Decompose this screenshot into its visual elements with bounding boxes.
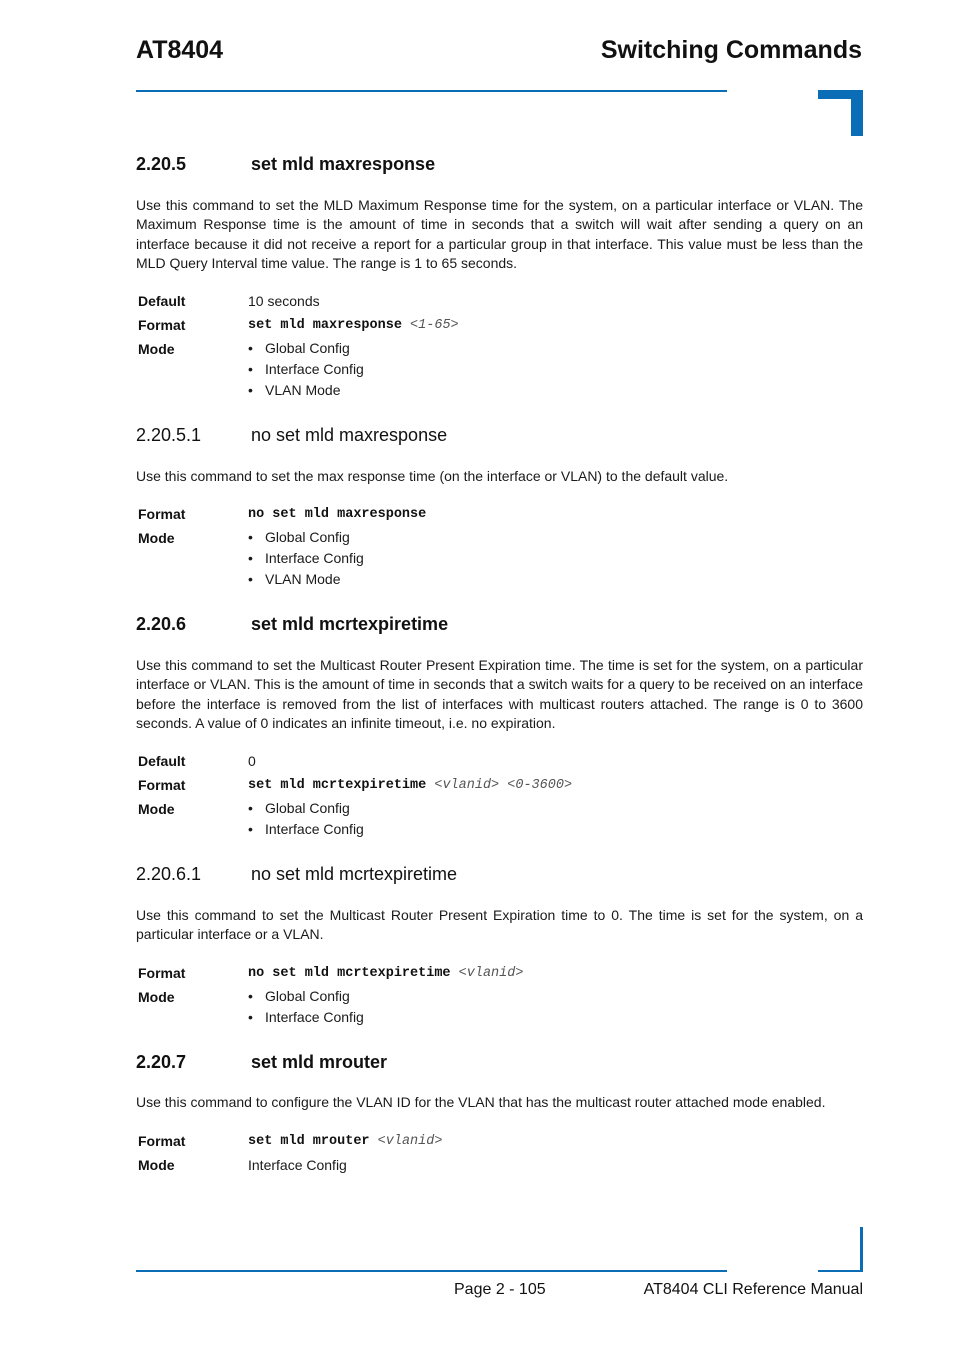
mode-label: Mode	[138, 341, 175, 357]
mode-list	[248, 527, 364, 590]
format-syntax	[248, 507, 426, 522]
format-command: no set mld maxresponse	[248, 507, 427, 522]
mode-item: • VLAN Mode	[248, 569, 364, 590]
mode-value: Interface Config	[248, 1157, 347, 1173]
section-title: set mld mcrtexpiretime	[251, 614, 449, 634]
footer-rule	[136, 1270, 727, 1272]
mode-item: • Global Config	[248, 798, 364, 819]
header-rule	[136, 90, 727, 92]
section-description: Use this command to set the max response time (on the interface or VLAN) to the default value.	[136, 468, 729, 484]
section-description: Use this command to set the MLD Maximum Response time for the system, on a particular interface or VLAN. The Maximum Response time is the amount of time in seconds that a switch will wait after sending a query on an interface because it did not receive a report for a particular group in that interface. This value must be less than the MLD Query Interval time value. The range is 1 to 65 seconds.	[136, 197, 863, 271]
format-command: set mld mrouter	[248, 1134, 370, 1149]
format-syntax	[248, 778, 572, 793]
section-number: 2.20.5.1	[136, 425, 202, 445]
default-value: 10 seconds	[248, 293, 320, 309]
format-arguments: <1-65>	[410, 318, 459, 333]
header-product-title: AT8404	[136, 36, 224, 64]
default-label: Default	[138, 753, 186, 769]
section-description: Use this command to set the Multicast Router Present Expiration time. The time is set for the system, on a particular interface or VLAN. This is the amount of time in seconds that a switch waits for a query to be received on an interface before the interface is removed from the list of interfaces with multicast routers attached. The range is 0 to 3600 seconds. A value of 0 indicates an infinite timeout, i.e. no expiration.	[136, 657, 863, 731]
mode-item: • Interface Config	[248, 819, 364, 840]
footer-corner-mark	[860, 1227, 863, 1272]
mode-item: • Global Config	[248, 527, 364, 548]
section-title: set mld maxresponse	[251, 154, 436, 174]
format-syntax	[248, 966, 523, 981]
page-number: Page 2 - 105	[454, 1281, 546, 1298]
subsection-heading	[136, 864, 457, 885]
mode-list	[248, 798, 364, 840]
mode-item: • Global Config	[248, 338, 364, 359]
header-corner-mark	[818, 90, 863, 136]
mode-list	[248, 986, 364, 1028]
manual-title: AT8404 CLI Reference Manual	[643, 1281, 863, 1298]
section-number: 2.20.6.1	[136, 864, 202, 884]
format-syntax	[248, 1134, 442, 1149]
format-label: Format	[138, 965, 186, 981]
format-command: no set mld mcrtexpiretime	[248, 966, 451, 981]
format-command: set mld maxresponse	[248, 318, 402, 333]
mode-item: • VLAN Mode	[248, 380, 364, 401]
format-label: Format	[138, 506, 186, 522]
section-number: 2.20.7	[136, 1052, 187, 1072]
mode-label: Mode	[138, 1157, 175, 1173]
format-syntax	[248, 318, 459, 333]
section-title: set mld mrouter	[251, 1052, 388, 1072]
section-title: no set mld mcrtexpiretime	[251, 864, 458, 884]
footer-rule-right	[818, 1270, 863, 1272]
section-number: 2.20.6	[136, 614, 187, 634]
format-label: Format	[138, 1133, 186, 1149]
default-value: 0	[248, 753, 256, 769]
mode-item: • Interface Config	[248, 359, 364, 380]
mode-label: Mode	[138, 530, 175, 546]
section-title: no set mld maxresponse	[251, 425, 448, 445]
mode-label: Mode	[138, 801, 175, 817]
mode-item: • Global Config	[248, 986, 364, 1007]
format-arguments: <vlanid>	[377, 1134, 443, 1149]
format-label: Format	[138, 317, 186, 333]
format-arguments: <vlanid>	[458, 966, 524, 981]
mode-label: Mode	[138, 989, 175, 1005]
section-heading	[136, 1052, 387, 1073]
mode-item: • Interface Config	[248, 1007, 364, 1028]
section-heading	[136, 614, 448, 635]
subsection-heading	[136, 425, 447, 446]
format-command: set mld mcrtexpiretime	[248, 778, 427, 793]
mode-list	[248, 338, 364, 401]
mode-item: • Interface Config	[248, 548, 364, 569]
format-label: Format	[138, 777, 186, 793]
section-description: Use this command to set the Multicast Router Present Expiration time to 0. The time is set for the system, on a particular interface or a VLAN.	[136, 907, 863, 943]
section-number: 2.20.5	[136, 154, 187, 174]
section-heading	[136, 154, 435, 175]
section-description: Use this command to configure the VLAN ID for the VLAN that has the multicast router attached mode enabled.	[136, 1094, 826, 1110]
format-arguments: <vlanid> <0-3600>	[434, 778, 573, 793]
header-chapter-title: Switching Commands	[600, 36, 862, 64]
default-label: Default	[138, 293, 186, 309]
